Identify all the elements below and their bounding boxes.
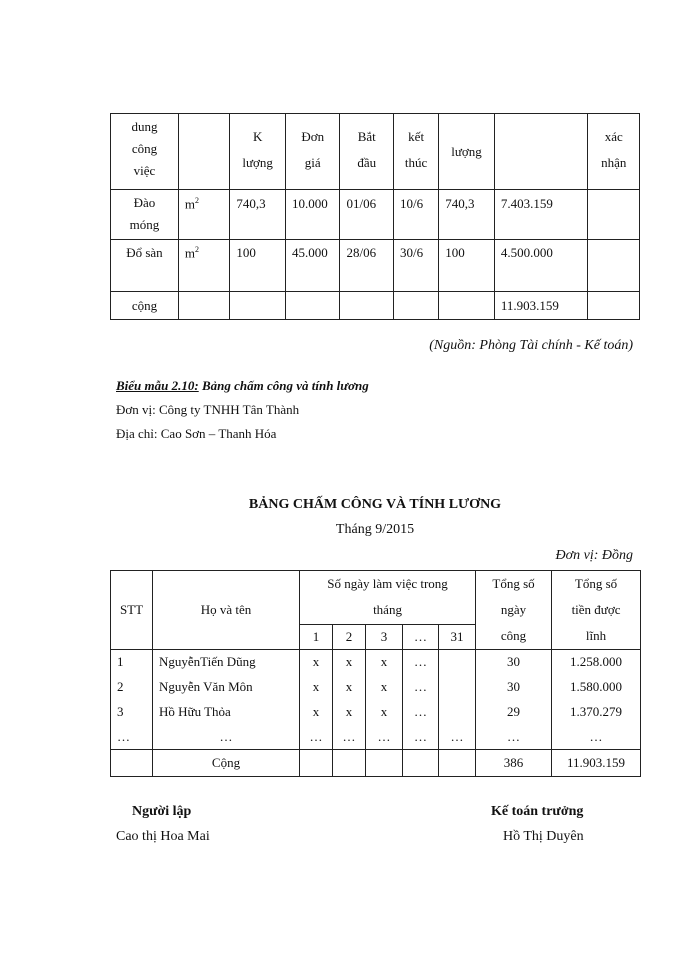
- work-volume-table: [110, 113, 640, 320]
- source-note: (Nguồn: Phòng Tài chính - Kế toán): [429, 338, 633, 353]
- day-col-ellipsis: …: [403, 625, 439, 650]
- sheet-title: BẢNG CHẤM CÔNG VÀ TÍNH LƯƠNG: [248, 497, 502, 512]
- unit-line: Đơn vị: Công ty TNHH Tân Thành: [116, 402, 300, 417]
- day-col-31: 31: [439, 625, 476, 650]
- form-title: Biểu mẫu 2.10: Bảng chấm công và tính lương: [116, 378, 369, 393]
- day-col-2: 2: [333, 625, 366, 650]
- header-amount-qty: lượng: [451, 143, 482, 159]
- header-stt: STT: [111, 571, 153, 650]
- table-row: Đổ sàn $m^2$ 100 45.000 28/06 30/6 100 4.500.000: [111, 240, 640, 292]
- signer-right-name: Hồ Thị Duyên: [503, 829, 584, 844]
- table-row: 3 Hồ Hữu Thỏa x x x … 29 1.370.279: [111, 700, 641, 725]
- header-confirm: xác nhận: [601, 129, 627, 170]
- signer-left-title: Người lập: [132, 804, 192, 819]
- header-task: dung công việc: [131, 119, 158, 178]
- currency-note: Đơn vị: Đồng: [555, 548, 633, 563]
- header-end: kết thúc: [404, 129, 428, 170]
- table-total-row: cộng 11.903.159: [111, 292, 640, 320]
- table-row: … … … … … … … … …: [111, 725, 641, 750]
- header-start: Bắt đầu: [357, 129, 377, 170]
- table-row: Đào móng $m^2$ 740,3 10.000 01/06 10/6 740,3 7.403.159: [111, 190, 640, 240]
- day-col-1: 1: [300, 625, 333, 650]
- header-unit-price: Đơn giá: [301, 129, 325, 170]
- header-total-days: Tổng số ngày công: [492, 576, 535, 643]
- attendance-table: [110, 570, 641, 777]
- address-line: Địa chỉ: Cao Sơn – Thanh Hóa: [116, 426, 277, 441]
- day-col-3: 3: [366, 625, 403, 650]
- header-name: Họ và tên: [153, 571, 300, 650]
- attendance-header-row: [111, 571, 641, 625]
- header-working-days: Số ngày làm việc trong tháng: [327, 576, 448, 617]
- header-quantity: K lượng: [242, 129, 273, 170]
- table-header-row: [111, 114, 640, 190]
- sheet-month: Tháng 9/2015: [335, 522, 415, 537]
- table-total-row: Cộng 386 11.903.159: [111, 750, 641, 777]
- table-row: 2 Nguyễn Văn Môn x x x … 30 1.580.000: [111, 675, 641, 700]
- header-total-money: Tổng số tiền được lĩnh: [571, 576, 621, 643]
- table-row: 1 NguyễnTiến Dũng x x x … 30 1.258.000: [111, 650, 641, 675]
- signer-right-title: Kế toán trưởng: [491, 804, 584, 819]
- signer-left-name: Cao thị Hoa Mai: [116, 829, 210, 844]
